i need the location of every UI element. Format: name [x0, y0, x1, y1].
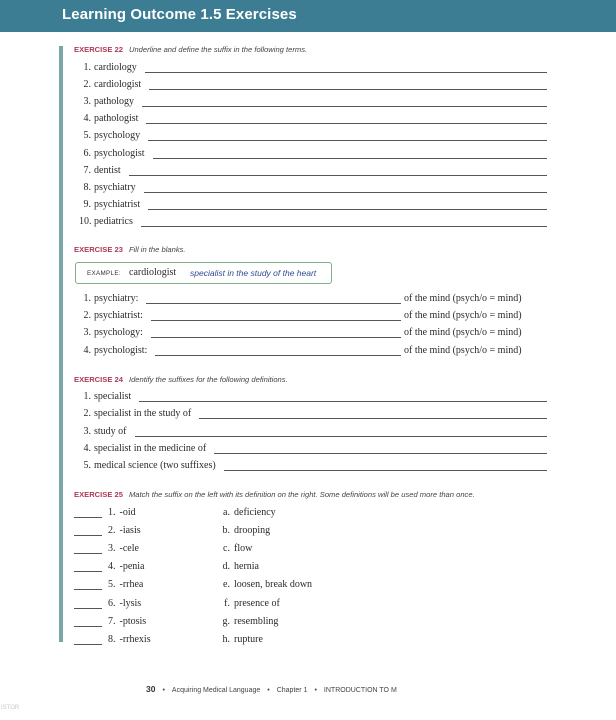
exercise-23-item [79, 293, 138, 306]
match-definition [217, 561, 259, 572]
exercise-24-label: EXERCISE 24 [74, 375, 123, 384]
exercise-24-instruction: Identify the suffixes for the following definitions. [128, 375, 288, 384]
exercise-23-label: EXERCISE 23 [74, 245, 123, 254]
item-number: 5. [83, 130, 91, 142]
exercise-22-item [79, 165, 121, 178]
item-number: 2. [83, 408, 91, 420]
item-number: 4. [83, 442, 91, 454]
answer-line[interactable] [155, 355, 401, 356]
accent-side-bar [59, 46, 63, 642]
header-bar [0, 0, 616, 32]
definition-letter: h. [222, 633, 230, 645]
definition-letter: g. [222, 615, 230, 627]
suffix-number: 3. [108, 543, 116, 555]
match-answer-blank[interactable] [74, 517, 102, 518]
item-number: 4. [83, 344, 91, 356]
answer-line[interactable] [151, 337, 401, 338]
answer-line[interactable] [142, 106, 547, 107]
answer-line[interactable] [129, 175, 547, 176]
exercise-23-item [79, 310, 143, 323]
item-tail-text: of the mind (psych/o = mind) [404, 327, 522, 339]
item-term: psychiatry: [94, 293, 139, 304]
match-answer-blank[interactable] [74, 626, 102, 627]
item-number: 2. [83, 79, 91, 91]
answer-line[interactable] [145, 72, 547, 73]
match-suffix [108, 616, 146, 627]
exercise-22-item [79, 113, 138, 126]
definition-letter: d. [222, 561, 230, 573]
exercise-24-item [79, 408, 191, 421]
item-number: 5. [83, 460, 91, 472]
item-term: psychology [94, 130, 141, 142]
match-suffix [108, 561, 145, 572]
suffix-text: -ptosis [119, 615, 147, 627]
suffix-text: -cele [119, 543, 139, 555]
definition-text: flow [234, 543, 253, 555]
footer-chapter: Chapter 1 [276, 687, 308, 694]
answer-line[interactable] [199, 418, 547, 419]
item-number: 1. [83, 391, 91, 402]
match-suffix [108, 525, 141, 536]
definition-text: drooping [234, 525, 271, 537]
exercise-25-instruction: Match the suffix on the left with its definition on the right. Some definitions will be used more than once. [128, 490, 475, 499]
item-term: psychologist: [94, 344, 148, 356]
answer-line[interactable] [139, 401, 547, 402]
suffix-number: 5. [108, 579, 116, 591]
exercise-24-item [79, 391, 131, 404]
answer-line[interactable] [148, 140, 547, 141]
definition-text: presence of [234, 597, 280, 609]
item-number: 3. [83, 425, 91, 437]
item-term: psychiatry [94, 181, 136, 193]
suffix-text: -penia [119, 561, 145, 573]
corner-watermark: ISTOR [1, 705, 20, 711]
suffix-number: 2. [108, 525, 116, 537]
exercise-23-heading [74, 245, 186, 254]
match-definition [217, 507, 276, 518]
item-term: psychology: [94, 327, 143, 339]
exercise-24-item [79, 426, 127, 439]
item-term: cardiology [94, 62, 137, 73]
definition-letter: f. [224, 597, 230, 609]
match-answer-blank[interactable] [74, 644, 102, 645]
match-suffix [108, 507, 136, 518]
match-suffix [108, 579, 143, 590]
suffix-number: 7. [108, 615, 116, 627]
match-suffix [108, 634, 151, 645]
suffix-number: 8. [108, 633, 116, 645]
exercise-22-item [79, 148, 145, 161]
item-term: medical science (two suffixes) [94, 460, 216, 472]
exercise-25-heading [74, 490, 475, 499]
suffix-number: 6. [108, 597, 116, 609]
item-term: psychologist [94, 147, 145, 159]
suffix-text: -rrhea [119, 579, 144, 591]
example-box [75, 262, 332, 284]
answer-line[interactable] [224, 470, 547, 471]
footer-section: INTRODUCTION TO M [323, 687, 397, 694]
suffix-text: -lysis [119, 597, 142, 609]
match-definition [217, 525, 270, 536]
exercise-22-item [79, 199, 140, 212]
exercise-22-item [79, 130, 140, 143]
suffix-text: -iasis [119, 525, 141, 537]
exercise-22-label: EXERCISE 22 [74, 45, 123, 54]
answer-line[interactable] [135, 436, 547, 437]
answer-line[interactable] [141, 226, 547, 227]
match-suffix [108, 598, 141, 609]
definition-text: resembling [234, 615, 279, 627]
item-term: specialist in the study of [94, 408, 192, 420]
exercise-22-heading [74, 45, 307, 54]
item-tail-text: of the mind (psych/o = mind) [404, 293, 522, 304]
page-title: Learning Outcome 1.5 Exercises [62, 6, 297, 23]
match-definition [217, 579, 312, 590]
definition-text: deficiency [234, 507, 276, 518]
match-answer-blank[interactable] [74, 553, 102, 554]
match-suffix [108, 543, 139, 554]
answer-line[interactable] [153, 158, 547, 159]
item-number: 7. [83, 164, 91, 176]
item-number: 1. [83, 293, 91, 304]
definition-letter: c. [223, 543, 230, 555]
item-term: pathologist [94, 113, 139, 125]
exercise-22-item [79, 216, 133, 229]
item-term: pathology [94, 96, 134, 108]
match-answer-blank[interactable] [74, 571, 102, 572]
exercise-24-heading [74, 375, 288, 384]
answer-line[interactable] [144, 192, 547, 193]
exercise-24-item [79, 460, 216, 473]
exercise-22-instruction: Underline and define the suffix in the following terms. [128, 45, 308, 54]
page-number: 30 [146, 684, 156, 694]
item-tail-text: of the mind (psych/o = mind) [404, 344, 522, 356]
item-number: 4. [83, 113, 91, 125]
exercise-22-item [79, 182, 136, 195]
definition-text: loosen, break down [234, 579, 313, 591]
answer-line[interactable] [146, 123, 547, 124]
footer-book-title: Acquiring Medical Language [171, 687, 261, 694]
exercise-24-item [79, 443, 206, 456]
item-tail-text: of the mind (psych/o = mind) [404, 310, 522, 322]
item-term: specialist in the medicine of [94, 442, 207, 454]
suffix-number: 1. [108, 507, 116, 518]
item-number: 2. [83, 310, 91, 322]
answer-line[interactable] [148, 209, 547, 210]
exercise-23-item [79, 327, 143, 340]
definition-letter: a. [223, 507, 230, 518]
answer-line[interactable] [149, 89, 547, 90]
definition-letter: e. [223, 579, 230, 591]
match-definition [217, 598, 280, 609]
exercise-23-instruction: Fill in the blanks. [128, 245, 186, 254]
example-answer: specialist in the study of the heart [190, 268, 317, 278]
answer-line[interactable] [214, 453, 547, 454]
exercise-23-item [79, 345, 147, 358]
item-number: 10. [79, 215, 92, 227]
answer-line[interactable] [151, 320, 401, 321]
example-label: EXAMPLE: [87, 270, 121, 277]
item-term: psychiatrist: [94, 310, 143, 322]
suffix-text: -rrhexis [119, 633, 151, 645]
match-definition [217, 634, 263, 645]
suffix-text: -oid [119, 507, 136, 518]
exercise-25-label: EXERCISE 25 [74, 490, 123, 499]
match-answer-blank[interactable] [74, 608, 102, 609]
item-term: cardiologist [94, 79, 142, 91]
item-term: specialist [94, 391, 132, 402]
item-term: psychiatrist [94, 198, 141, 210]
item-number: 3. [83, 327, 91, 339]
item-number: 3. [83, 96, 91, 108]
exercise-22-item [79, 79, 141, 92]
item-number: 9. [83, 198, 91, 210]
item-term: study of [94, 425, 127, 437]
definition-text: rupture [234, 633, 263, 645]
item-number: 8. [83, 181, 91, 193]
item-term: pediatrics [94, 215, 133, 227]
item-number: 1. [83, 62, 91, 73]
match-definition [217, 616, 278, 627]
definition-letter: b. [222, 525, 230, 537]
match-definition [217, 543, 252, 554]
answer-line[interactable] [146, 303, 401, 304]
example-term: cardiologist [129, 267, 177, 278]
match-answer-blank[interactable] [74, 535, 102, 536]
item-number: 6. [83, 147, 91, 159]
exercise-22-item [79, 62, 137, 75]
definition-text: hernia [234, 561, 259, 573]
match-answer-blank[interactable] [74, 589, 102, 590]
page-footer: 30 • Acquiring Medical Language • Chapter 1 • INTRODUCTION TO M [146, 684, 397, 694]
exercise-22-item [79, 96, 134, 109]
item-term: dentist [94, 164, 121, 176]
suffix-number: 4. [108, 561, 116, 573]
